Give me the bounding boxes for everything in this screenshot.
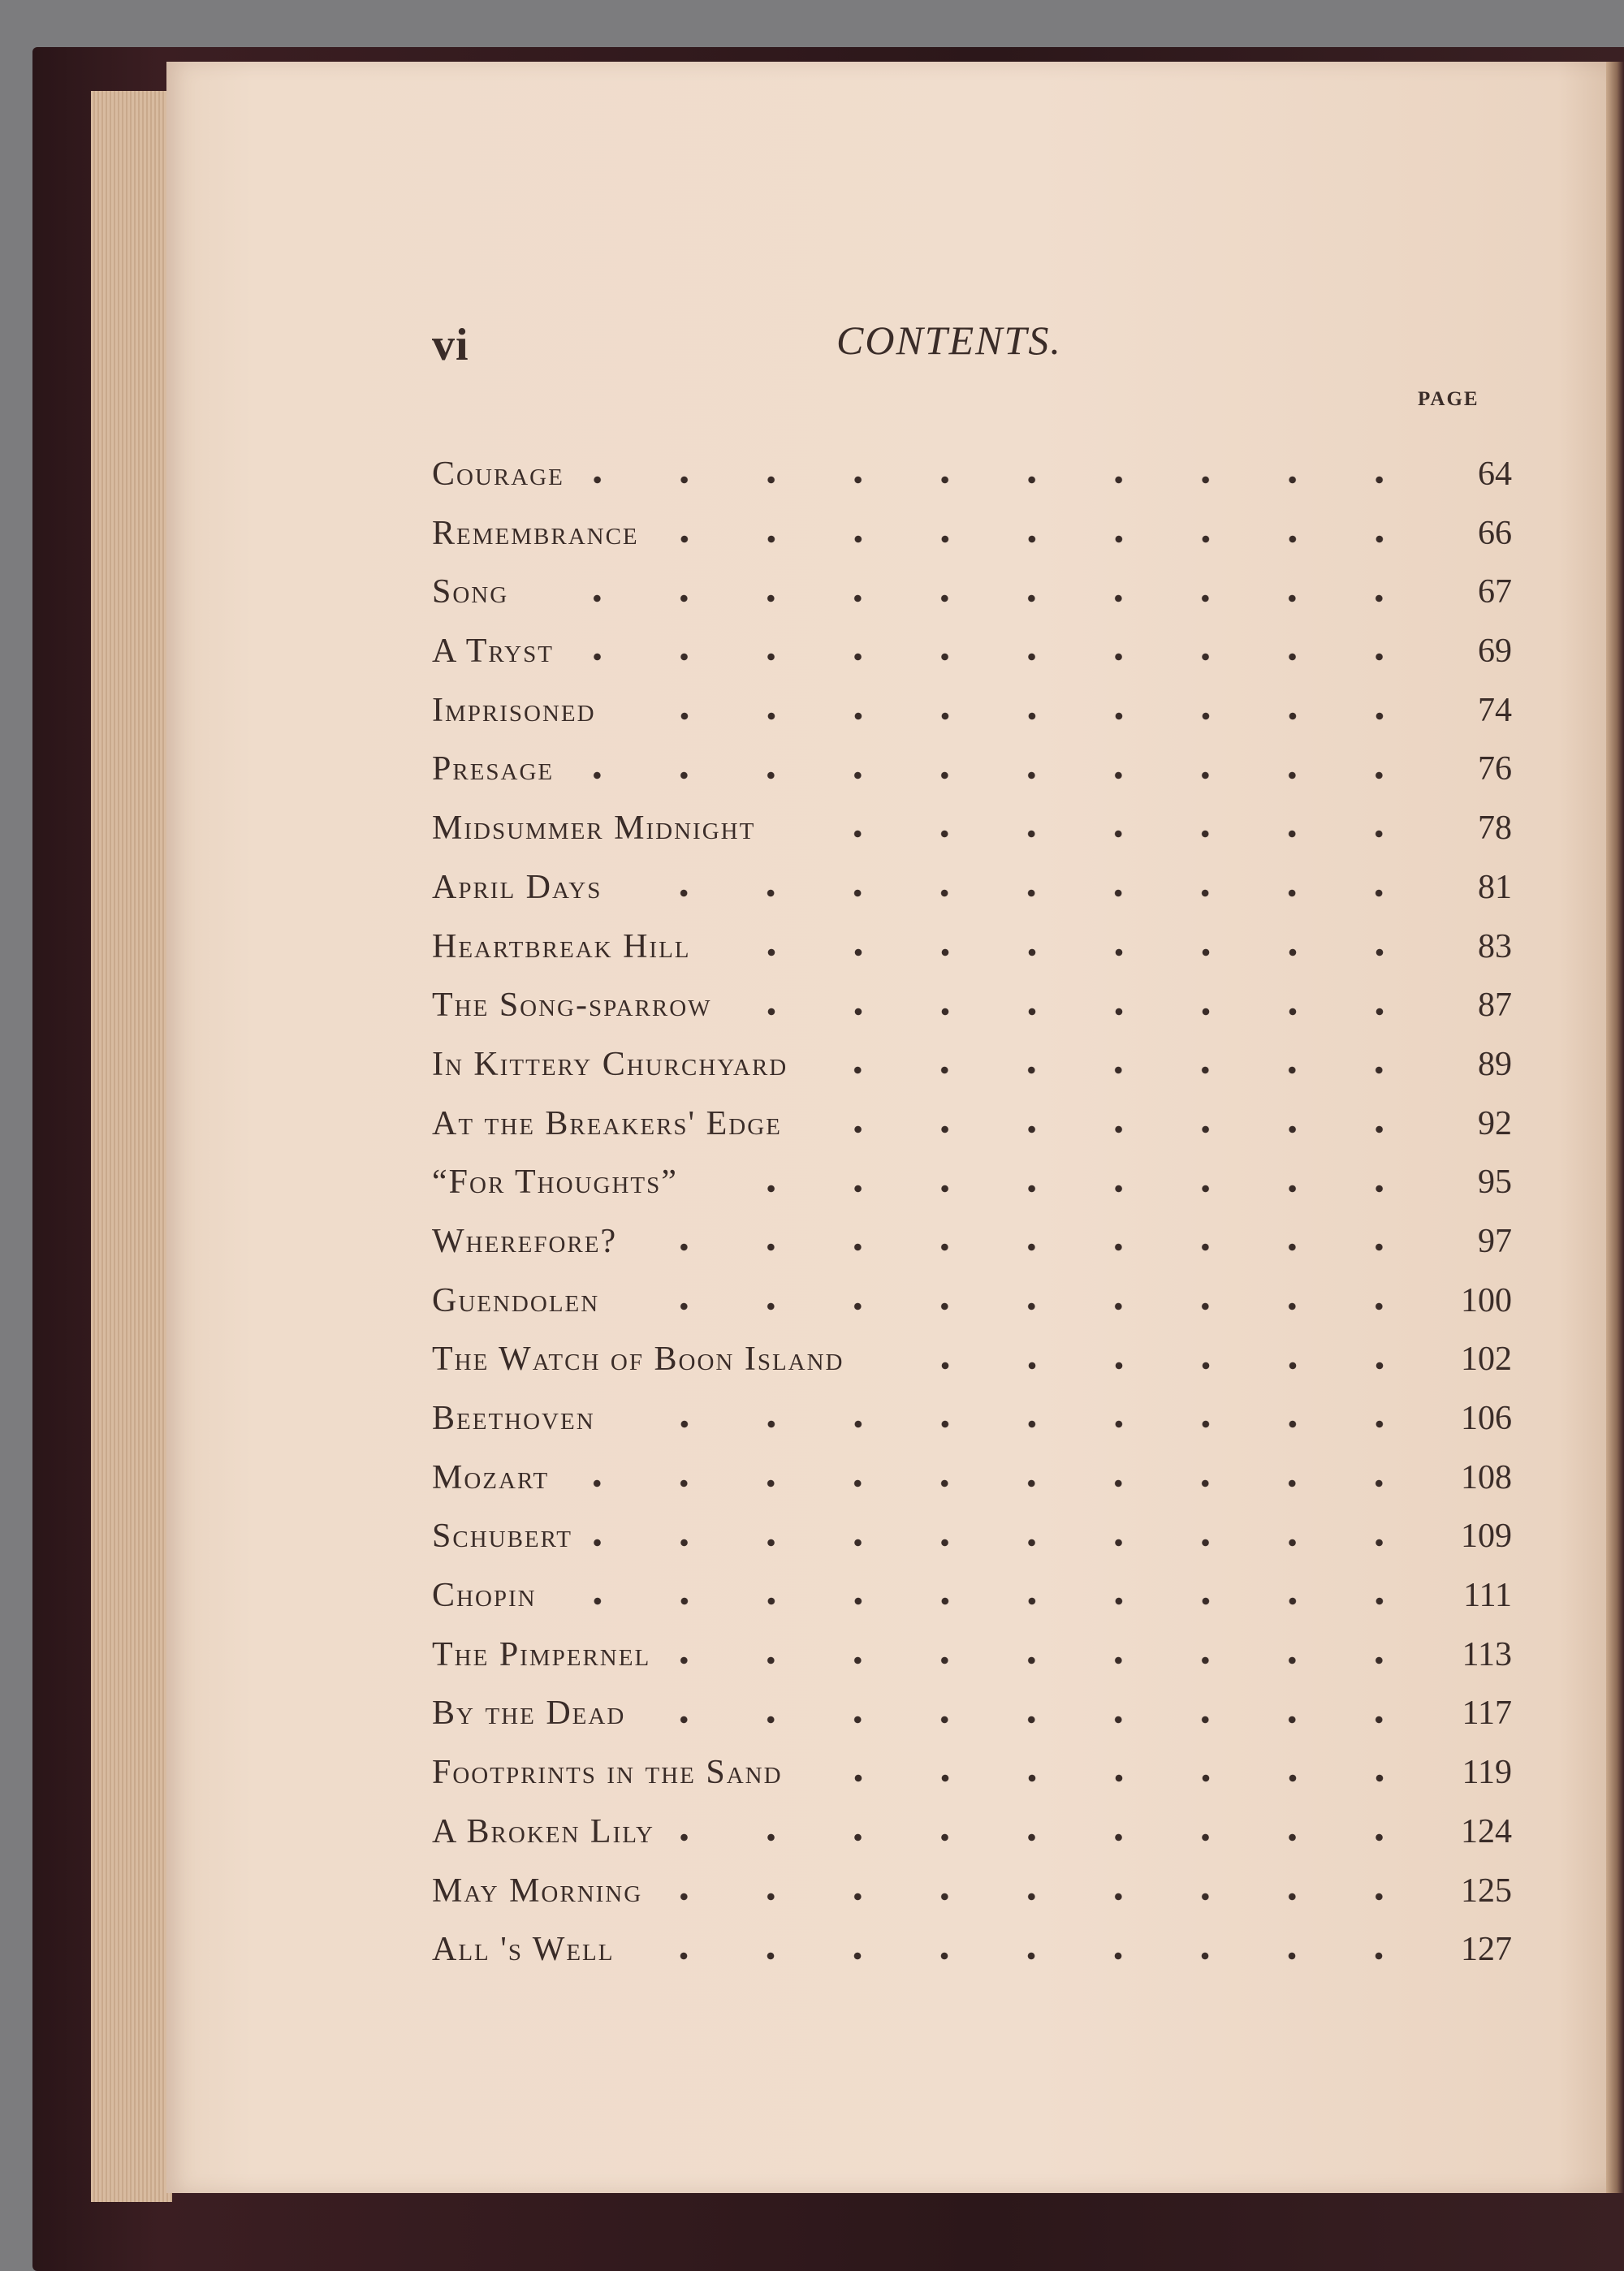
- toc-entry-page: 106: [1461, 1400, 1512, 1437]
- toc-entry-title: The Song-sparrow: [432, 987, 712, 1025]
- dot-leader: [633, 1950, 1423, 1962]
- toc-entry-page: 76: [1478, 750, 1512, 788]
- toc-entry: [432, 1449, 1512, 1508]
- toc-entry-page: 124: [1461, 1812, 1512, 1850]
- toc-entry: [432, 1272, 1512, 1331]
- toc-entry-page: 111: [1463, 1577, 1512, 1615]
- toc-entry-page: 81: [1478, 868, 1512, 906]
- toc-entry: [432, 740, 1512, 799]
- toc-entry: [432, 1212, 1512, 1272]
- toc-entry: [432, 858, 1512, 917]
- toc-entry: [432, 445, 1512, 504]
- toc-entry: [432, 799, 1512, 858]
- toc-entry-title: Mozart: [432, 1458, 550, 1496]
- dot-leader: [645, 1714, 1423, 1725]
- dot-leader: [674, 1832, 1423, 1843]
- page-edges: [91, 91, 172, 2202]
- dot-leader: [621, 887, 1423, 899]
- toc-entry-title: Midsummer Midnight: [432, 810, 756, 848]
- toc-entry-title: Guendolen: [432, 1281, 600, 1319]
- toc-entry-title: Courage: [432, 455, 564, 493]
- toc-entry: [432, 1507, 1512, 1566]
- toc-entry-page: 97: [1478, 1222, 1512, 1260]
- toc-entry-page: 92: [1478, 1104, 1512, 1142]
- dot-leader: [775, 828, 1423, 840]
- toc-entry-title: Presage: [432, 750, 555, 788]
- toc-entry-title: The Pimpernel: [432, 1635, 651, 1673]
- toc-entry: [432, 1803, 1512, 1862]
- toc-entry-title: Wherefore?: [432, 1222, 618, 1260]
- toc-entry-page: 117: [1462, 1695, 1512, 1733]
- table-of-contents: [432, 445, 1512, 1980]
- dot-leader: [528, 593, 1423, 604]
- dot-leader: [615, 1418, 1423, 1430]
- dot-leader: [732, 1006, 1423, 1017]
- toc-entry-title: Heartbreak Hill: [432, 927, 691, 965]
- dot-leader: [659, 533, 1423, 545]
- toc-entry: [432, 1684, 1512, 1743]
- toc-entry-title: Beethoven: [432, 1400, 595, 1437]
- toc-entry-title: April Days: [432, 868, 603, 906]
- toc-entry: [432, 1330, 1512, 1389]
- toc-entry-title: “For Thoughts”: [432, 1164, 678, 1202]
- dot-leader: [615, 710, 1423, 722]
- toc-entry-title: Song: [432, 573, 509, 611]
- toc-entry-page: 125: [1461, 1872, 1512, 1910]
- toc-entry-page: 109: [1461, 1518, 1512, 1556]
- running-title: CONTENTS.: [836, 317, 1062, 363]
- toc-entry-title: May Morning: [432, 1872, 643, 1910]
- toc-entry-title: By the Dead: [432, 1695, 626, 1733]
- toc-entry: [432, 976, 1512, 1035]
- toc-entry-page: 83: [1478, 927, 1512, 965]
- toc-entry-title: A Tryst: [432, 633, 554, 671]
- toc-entry: [432, 1035, 1512, 1094]
- toc-entry-page: 67: [1478, 573, 1512, 611]
- toc-entry: [432, 1743, 1512, 1803]
- dot-leader: [584, 474, 1423, 486]
- toc-entry-page: 66: [1478, 514, 1512, 552]
- toc-entry: [432, 1566, 1512, 1626]
- toc-entry: [432, 1094, 1512, 1154]
- toc-entry-title: All 's Well: [432, 1931, 615, 1969]
- dot-leader: [637, 1241, 1423, 1253]
- page-column-label: PAGE: [1418, 388, 1479, 410]
- toc-entry-page: 113: [1462, 1635, 1512, 1673]
- toc-entry-title: At the Breakers' Edge: [432, 1104, 782, 1142]
- toc-entry: [432, 1389, 1512, 1449]
- toc-entry-title: In Kittery Churchyard: [432, 1045, 788, 1083]
- toc-entry: [432, 681, 1512, 740]
- dot-leader: [556, 1595, 1423, 1607]
- toc-entry-page: 74: [1478, 691, 1512, 729]
- toc-entry-page: 127: [1461, 1931, 1512, 1969]
- toc-entry-page: 89: [1478, 1045, 1512, 1083]
- toc-entry-page: 108: [1461, 1458, 1512, 1496]
- toc-entry-page: 100: [1461, 1281, 1512, 1319]
- toc-entry-title: A Broken Lily: [432, 1812, 654, 1850]
- toc-entry: [432, 1626, 1512, 1685]
- page-number: vi: [432, 320, 469, 370]
- dot-leader: [801, 1124, 1423, 1135]
- toc-entry-title: Chopin: [432, 1577, 537, 1615]
- dot-leader: [573, 651, 1423, 663]
- toc-entry: [432, 1153, 1512, 1212]
- toc-entry: [432, 917, 1512, 977]
- toc-entry-title: The Watch of Boon Island: [432, 1341, 844, 1379]
- dot-leader: [864, 1360, 1423, 1371]
- toc-entry: [432, 563, 1512, 622]
- dot-leader: [710, 947, 1423, 958]
- dot-leader: [619, 1301, 1423, 1312]
- dot-leader: [592, 1537, 1423, 1548]
- toc-entry-page: 87: [1478, 987, 1512, 1025]
- toc-entry-page: 95: [1478, 1164, 1512, 1202]
- toc-entry-page: 102: [1461, 1341, 1512, 1379]
- toc-entry-title: Footprints in the Sand: [432, 1754, 783, 1792]
- dot-leader: [662, 1891, 1423, 1902]
- toc-entry-title: Schubert: [432, 1518, 572, 1556]
- dot-leader: [573, 770, 1423, 781]
- toc-entry-title: Imprisoned: [432, 691, 596, 729]
- toc-entry-page: 64: [1478, 455, 1512, 493]
- toc-entry: [432, 1862, 1512, 1921]
- toc-entry-page: 119: [1462, 1754, 1512, 1792]
- dot-leader: [568, 1478, 1423, 1489]
- toc-entry: [432, 622, 1512, 681]
- toc-entry-page: 78: [1478, 810, 1512, 848]
- toc-entry-title: Remembrance: [432, 514, 639, 552]
- toc-entry: [432, 504, 1512, 563]
- dot-leader: [807, 1064, 1423, 1076]
- toc-entry: [432, 1920, 1512, 1980]
- dot-leader: [698, 1183, 1423, 1194]
- dot-leader: [802, 1772, 1423, 1784]
- facing-page-edge: [1606, 62, 1624, 2193]
- dot-leader: [670, 1655, 1423, 1666]
- toc-entry-page: 69: [1478, 633, 1512, 671]
